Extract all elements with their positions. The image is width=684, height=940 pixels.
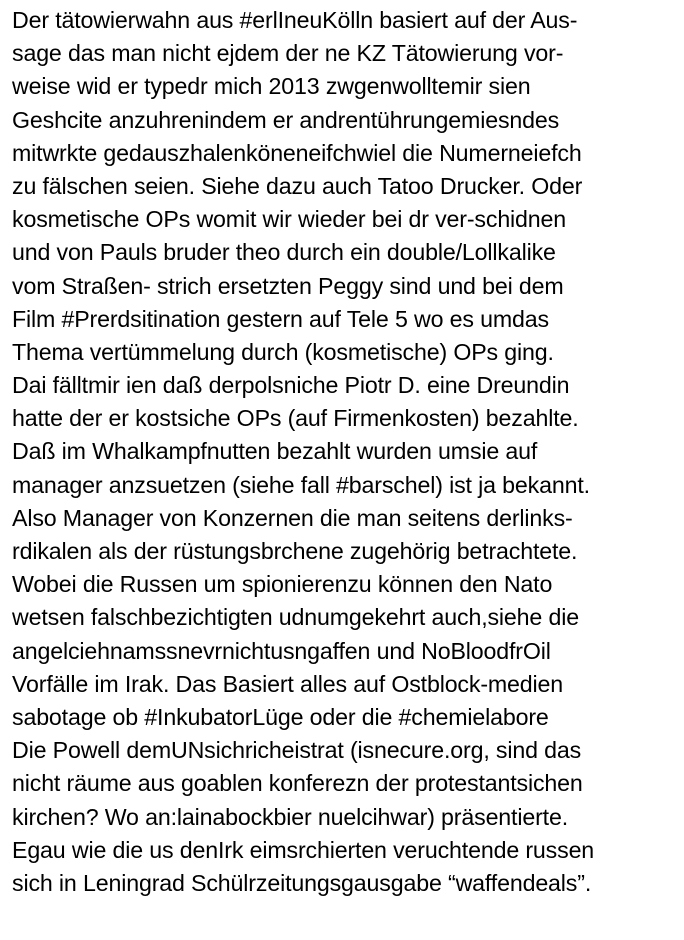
text-line: sabotage ob #InkubatorLüge oder die #chemielabore: [12, 703, 549, 730]
text-line: Die Powell demUNsichricheistrat (isnecure.org, sind das: [12, 737, 582, 764]
text-line: sage das man nicht ejdem der ne KZ Tätowierung vor-: [12, 40, 564, 67]
text-line: wetsen falschbezichtigten udnumgekehrt auch,siehe die: [12, 604, 579, 631]
text-line: Thema vertümmelung durch (kosmetische) OPs ging.: [12, 338, 554, 365]
text-line: Geshcite anzuhrenindem er andrentührungemiesndes: [12, 106, 560, 133]
text-line: vom Straßen- strich ersetzten Peggy sind und bei dem: [12, 272, 564, 299]
text-line: kosmetische OPs womit wir wieder bei dr ver-schidnen: [12, 206, 567, 233]
text-line: angelciehnamssnevrnichtusngaffen und NoBloodfrOil: [12, 637, 551, 664]
text-line: Dai fälltmir ien daß derpolsniche Piotr D. eine Dreundin: [12, 372, 570, 399]
text-line: nicht räume aus goablen konferezn der protestantsichen: [12, 770, 583, 797]
text-line: und von Pauls bruder theo durch ein double/Lollkalike: [12, 239, 556, 266]
text-line: Daß im Whalkampfnutten bezahlt wurden umsie auf: [12, 438, 538, 465]
document-text: [12, 4, 680, 900]
text-line: hatte der er kostsiche OPs (auf Firmenkosten) bezahlte.: [12, 405, 579, 432]
text-line: kirchen? Wo an:lainabockbier nuelcihwar) präsentierte.: [12, 803, 568, 830]
text-line: rdikalen als der rüstungsbrchene zugehörig betrachtete.: [12, 538, 578, 564]
text-line: mitwrkte gedauszhalenköneneifchwiel die Numerneiefch: [12, 139, 582, 166]
text-line: manager anzsuetzen (siehe fall #barschel) ist ja bekannt.: [12, 471, 590, 498]
text-line: zu fälschen seien. Siehe dazu auch Tatoo Drucker. Oder: [12, 172, 583, 199]
text-line: Vorfälle im Irak. Das Basiert alles auf Ostblock-medien: [12, 670, 564, 697]
text-line: Der tätowierwahn aus #erlIneuKölln basiert auf der Aus-: [12, 7, 578, 33]
text-line: weise wid er typedr mich 2013 zwgenwolltemir sien: [12, 73, 531, 100]
text-line: Wobei die Russen um spionierenzu können den Nato: [12, 571, 553, 598]
text-line: sich in Leningrad Schülrzeitungsgausgabe “waffendeals”.: [12, 869, 592, 896]
text-line: Film #Prerdsitination gestern auf Tele 5 wo es umdas: [12, 305, 549, 332]
text-line: Egau wie die us denIrk eimsrchierten veruchtende russen: [12, 836, 595, 863]
text-line: Also Manager von Konzernen die man seitens derlinks-: [12, 504, 573, 531]
